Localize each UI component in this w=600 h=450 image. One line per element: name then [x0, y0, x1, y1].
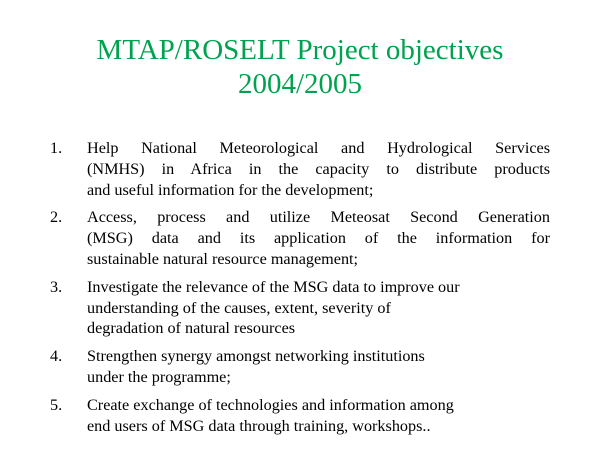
objective-text-line: Investigate the relevance of the MSG data to improve our	[87, 277, 460, 296]
objective-number: 3.	[50, 277, 63, 296]
slide-title	[0, 33, 600, 101]
objective-text-line: (NMHS) in Africa in the capacity to distribute products	[87, 159, 550, 178]
objective-item-4	[50, 346, 550, 388]
objective-item-3	[50, 277, 550, 339]
objective-item-1	[50, 138, 550, 200]
objective-text-line: Create exchange of technologies and information among	[87, 395, 454, 414]
objective-text-line: degradation of natural resources	[87, 319, 296, 338]
objective-number: 4.	[50, 347, 63, 366]
objective-text-line: Help National Meteorological and Hydrological Services	[87, 139, 550, 157]
objective-number: 5.	[50, 395, 63, 414]
objective-number: 1.	[50, 139, 63, 157]
objective-text-line: Access, process and utilize Meteosat Second Generation	[87, 208, 550, 227]
title-line-1: MTAP/ROSELT Project objectives	[96, 34, 504, 66]
objective-text-line: under the programme;	[87, 367, 231, 386]
objective-item-2	[50, 207, 550, 269]
objective-text-line: (MSG) data and its application of the information for	[87, 229, 550, 248]
objective-text-line: understanding of the causes, extent, severity of	[87, 298, 391, 317]
objective-text-line: sustainable natural resource management;	[87, 249, 359, 268]
objective-text-line: and useful information for the development;	[87, 180, 374, 199]
objective-text-line: end users of MSG data through training, workshops..	[87, 416, 431, 435]
objective-number: 2.	[50, 208, 63, 227]
objectives-list	[50, 138, 550, 443]
objective-item-5	[50, 395, 550, 437]
title-line-2: 2004/2005	[237, 68, 363, 100]
objective-text-line: Strengthen synergy amongst networking institutions	[87, 347, 425, 366]
